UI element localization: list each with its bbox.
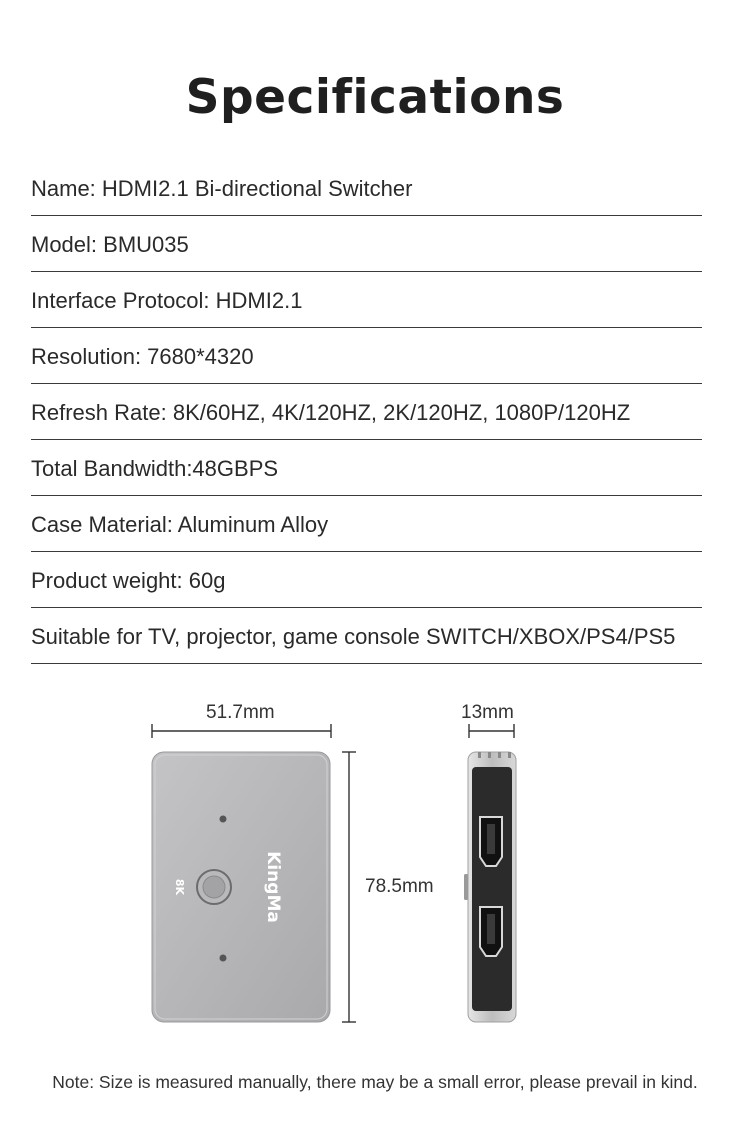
spec-refresh-rate: Refresh Rate: 8K/60HZ, 4K/120HZ, 2K/120HZ, 1080P/120HZ — [31, 384, 702, 440]
led-indicator-icon — [220, 816, 227, 823]
hdmi-port-icon — [480, 907, 502, 956]
spec-compatibility: Suitable for TV, projector, game console SWITCH/XBOX/PS4/PS5 — [31, 608, 702, 664]
height-dimension-line — [342, 752, 356, 1022]
spec-case-material: Case Material: Aluminum Alloy — [31, 496, 702, 552]
hdmi-port-icon — [480, 817, 502, 866]
spec-model: Model: BMU035 — [31, 216, 702, 272]
device-brand-logo: KingMa — [263, 851, 283, 923]
page-title: Specifications — [185, 70, 565, 125]
spec-weight: Product weight: 60g — [31, 552, 702, 608]
depth-dimension-label: 13mm — [461, 702, 514, 723]
width-dimension-line — [152, 724, 331, 738]
depth-dimension-line — [469, 724, 514, 738]
height-dimension-label: 78.5mm — [365, 876, 434, 897]
led-indicator-icon — [220, 955, 227, 962]
device-badge: 8K — [173, 878, 186, 896]
width-dimension-label: 51.7mm — [206, 702, 275, 723]
spec-resolution: Resolution: 7680*4320 — [31, 328, 702, 384]
port-panel — [472, 767, 512, 1011]
device-side-view — [464, 752, 516, 1022]
device-front-view — [152, 752, 330, 1022]
side-switch-icon — [464, 874, 468, 900]
spec-name: Name: HDMI2.1 Bi-directional Switcher — [31, 160, 702, 216]
spec-interface: Interface Protocol: HDMI2.1 — [31, 272, 702, 328]
spec-bandwidth: Total Bandwidth:48GBPS — [31, 440, 702, 496]
disclaimer-note: Note: Size is measured manually, there may be a small error, please prevail in kind. — [52, 1072, 698, 1092]
